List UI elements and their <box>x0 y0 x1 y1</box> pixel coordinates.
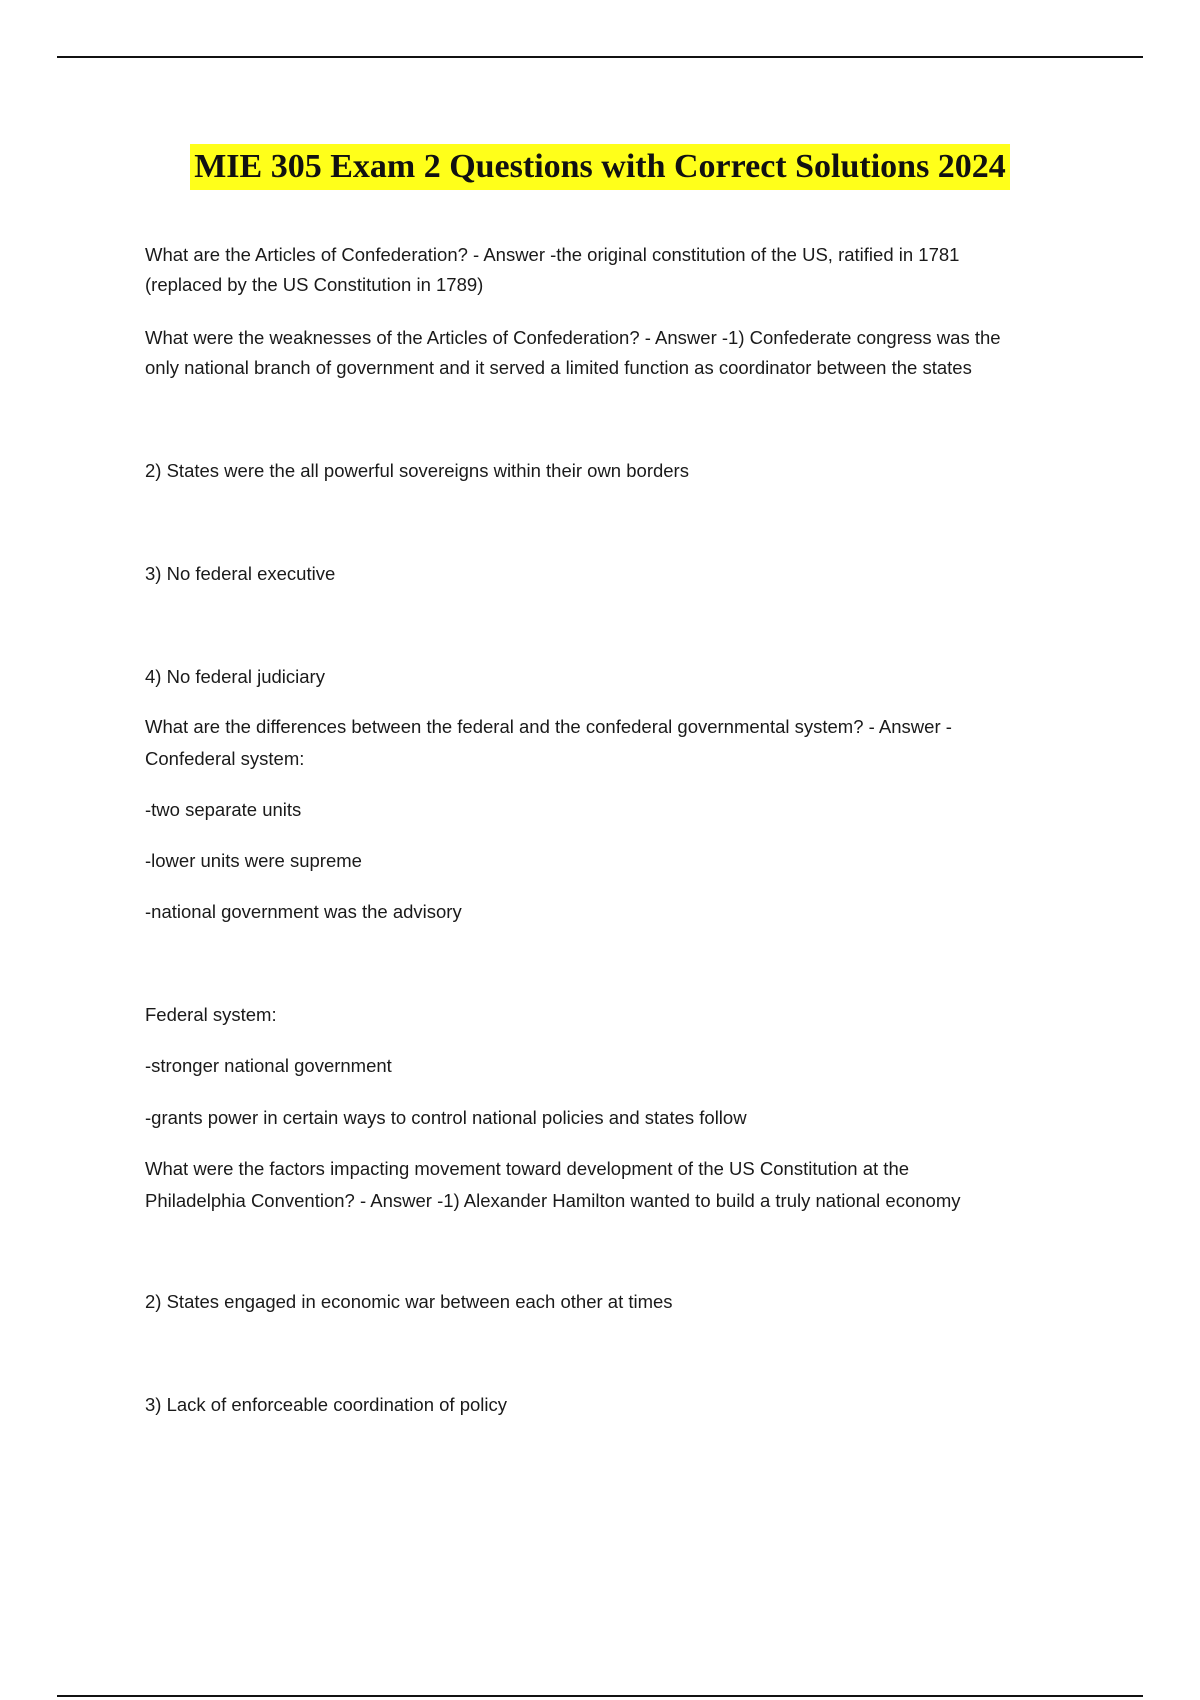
q4-answer-item-3: 3) Lack of enforceable coordination of policy <box>145 1394 507 1415</box>
title-container <box>0 144 1200 190</box>
q2-question-line-1: What were the weaknesses of the Articles of Confederation? - Answer -1) Confederate congress was the <box>145 327 1001 348</box>
q3-answer-item: -national government was the advisory <box>145 901 462 922</box>
q3-question-line-1: What are the differences between the federal and the confederal governmental system? - Answer - <box>145 716 952 737</box>
q4-question-line-1: What were the factors impacting movement toward development of the US Constitution at the <box>145 1158 910 1179</box>
q1-question-line-2: (replaced by the US Constitution in 1789) <box>145 274 484 295</box>
q3-answer-item: -lower units were supreme <box>145 850 362 871</box>
q2-answer-item-3: 3) No federal executive <box>145 563 336 584</box>
q1-question-line-1: What are the Articles of Confederation? - Answer -the original constitution of the US, ratified in 1781 <box>145 244 960 265</box>
document-title: MIE 305 Exam 2 Questions with Correct Solutions 2024 <box>190 144 1010 190</box>
q3-answer-item: -stronger national government <box>145 1055 392 1076</box>
q4-answer-item-2: 2) States engaged in economic war between each other at times <box>145 1291 673 1312</box>
footer-rule <box>57 1695 1143 1697</box>
q2-answer-item-4: 4) No federal judiciary <box>145 666 325 687</box>
header-rule <box>57 56 1143 58</box>
q3-answer-item: -two separate units <box>145 799 302 820</box>
q4-question-line-2: Philadelphia Convention? - Answer -1) Alexander Hamilton wanted to build a truly national economy <box>145 1190 961 1211</box>
q2-answer-item-2: 2) States were the all powerful sovereigns within their own borders <box>145 460 689 481</box>
q2-question-line-2: only national branch of government and it served a limited function as coordinator between the states <box>145 357 972 378</box>
q3-answer-item: -grants power in certain ways to control national policies and states follow <box>145 1107 747 1128</box>
q3-federal-heading: Federal system: <box>145 1004 277 1025</box>
q3-question-line-2: Confederal system: <box>145 748 305 769</box>
